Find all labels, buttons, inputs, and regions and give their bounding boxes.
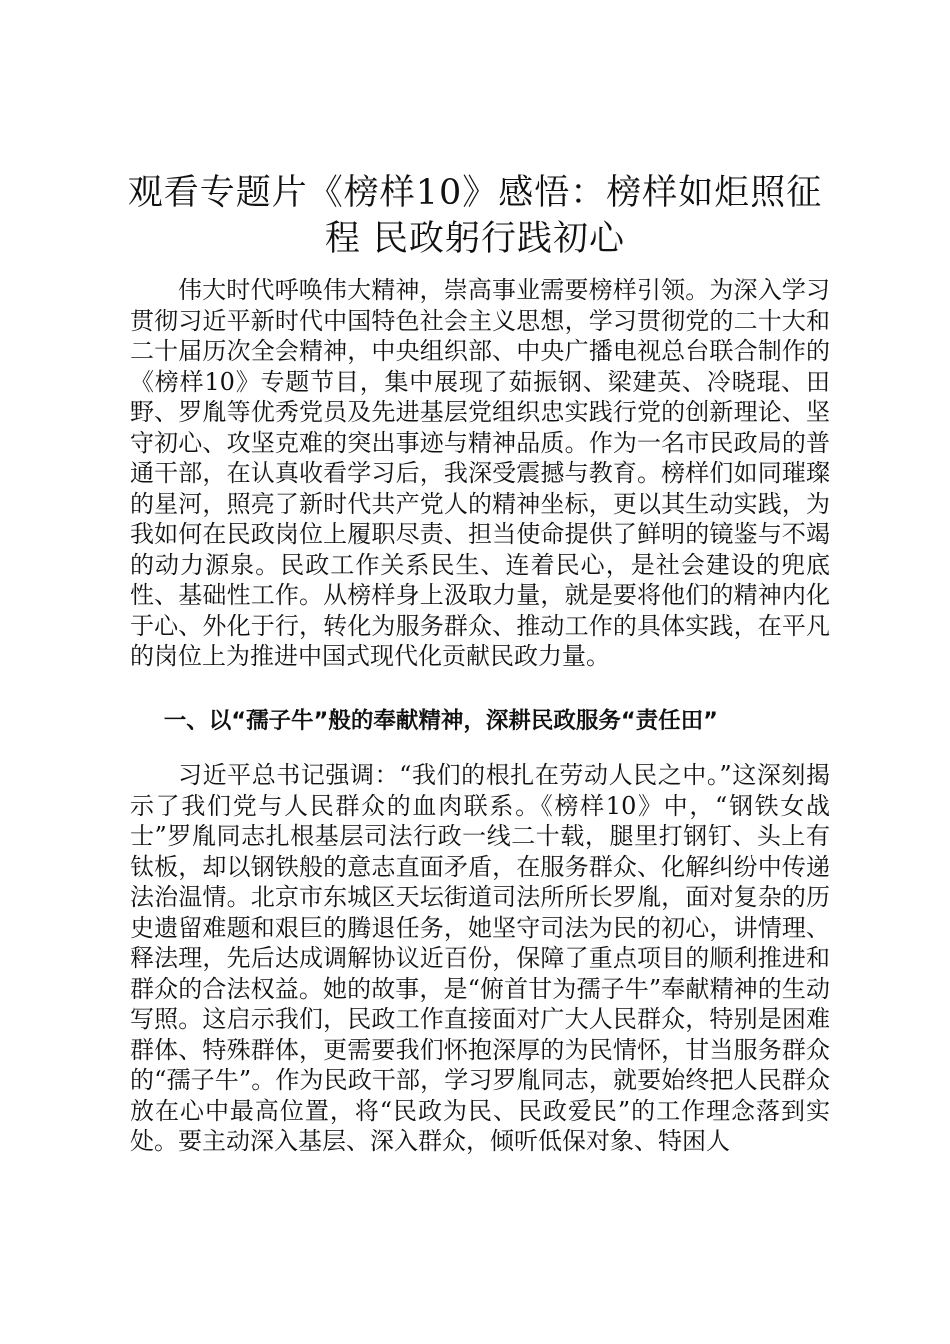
- intro-paragraph: 伟大时代呼唤伟大精神，崇高事业需要榜样引领。为深入学习贯彻习近平新时代中国特色社会主义思想，学习贯彻党的二十大和二十届历次全会精神，中央组织部、中央广播电视总台联合制作的《榜样10》专题节目，集中展现了茹振钢、梁建英、冷晓琨、田野、罗胤等优秀党员及先进基层党组织忠实践行党的创新理论、坚守初心、攻坚克难的突出事迹与精神品质。作为一名市民政局的普通干部，在认真收看学习后，我深受震撼与教育。榜样们如同璀璨的星河，照亮了新时代共产党人的精神坐标，更以其生动实践，为我如何在民政岗位上履职尽责、担当使命提供了鲜明的镜鉴与不竭的动力源泉。民政工作关系民生、连着民心，是社会建设的兜底性、基础性工作。从榜样身上汲取力量，就是要将他们的精神内化于心、外化于行，转化为服务群众、推动工作的具体实践，在平凡的岗位上为推进中国式现代化贡献民政力量。: [130, 276, 830, 670]
- title-line-1: 观看专题片《榜样10》感悟：榜样如炬照征: [127, 173, 823, 213]
- section-1-paragraph: 习近平总书记强调：“我们的根扎在劳动人民之中。”这深刻揭示了我们党与人民群众的血肉联系。《榜样10》中，“钢铁女战士”罗胤同志扎根基层司法行政一线二十载，腿里打钢钉、头上有钛板，却以钢铁般的意志直面矛盾，在服务群众、化解纠纷中传递法治温情。北京市东城区天坛街道司法所所长罗胤，面对复杂的历史遗留难题和艰巨的腾退任务，她坚守司法为民的初心，讲情理、释法理，先后达成调解协议近百份，保障了重点项目的顺利推进和群众的合法权益。她的故事，是“俯首甘为孺子牛”奉献精神的生动写照。这启示我们，民政工作直接面对广大人民群众，特别是困难群体、特殊群体，更需要我们怀抱深厚的为民情怀，甘当服务群众的“孺子牛”。作为民政干部，学习罗胤同志，就要始终把人民群众放在心中最高位置，将“民政为民、民政爱民”的工作理念落到实处。要主动深入基层、深入群众，倾听低保对象、特困人: [130, 761, 830, 1155]
- title-line-2: 程 民政躬行践初心: [324, 219, 626, 259]
- document-title: [120, 170, 830, 262]
- section-heading-1: 一、以“孺子牛”般的奉献精神，深耕民政服务“责任田”: [163, 708, 718, 734]
